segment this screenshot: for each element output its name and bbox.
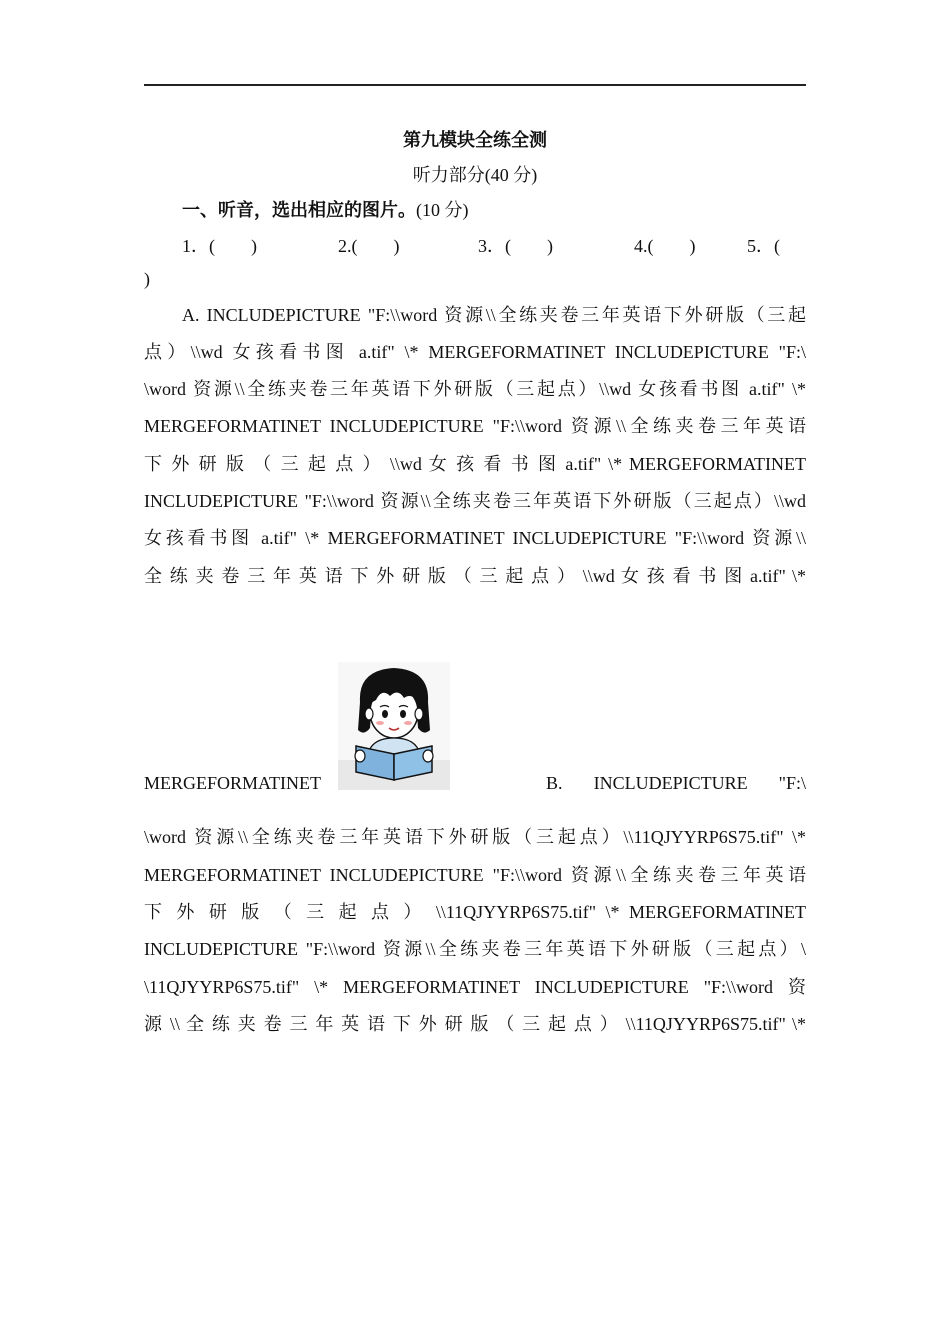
option-a-line: 全 练 夹 卷 三 年 英 语 下 外 研 版 （ 三 起 点 ） \\wd 女 孩 看 书 图 a.tif" \* <box>144 566 806 586</box>
option-a-line: 女孩看书图 a.tif" \* MERGEFORMATINET INCLUDEPICTURE "F:\\word 资源\\ <box>144 528 806 548</box>
option-b-line: \11QJYYRP6S75.tif" \* MERGEFORMATINET INCLUDEPICTURE "F:\\word 资 <box>144 977 806 997</box>
option-a-trailer: MERGEFORMATINET <box>144 773 322 793</box>
page-subtitle: 听力部分(40 分) <box>412 165 538 185</box>
option-b-first-line: B. INCLUDEPICTURE "F:\ <box>546 773 806 793</box>
page-title: 第九模块全练全测 <box>403 130 547 150</box>
answer-blank-2[interactable]: 2.( ) <box>338 236 400 256</box>
option-a-line: \word 资源\\全练夹卷三年英语下外研版（三起点）\\wd 女孩看书图 a.tif" \* <box>144 379 806 399</box>
girl-reading-picture <box>338 662 450 790</box>
section-label: 一、听音，选出相应的图片。 <box>182 200 416 220</box>
option-a-line: MERGEFORMATINET INCLUDEPICTURE "F:\\word 资源\\全练夹卷三年英语 <box>144 416 806 436</box>
option-a-line: 下 外 研 版 （ 三 起 点 ） \\wd 女 孩 看 书 图 a.tif" \* MERGEFORMATINET <box>144 454 806 474</box>
header-rule <box>144 84 806 86</box>
option-b-line: MERGEFORMATINET INCLUDEPICTURE "F:\\word 资源\\全练夹卷三年英语 <box>144 865 806 885</box>
option-b-line: 下 外 研 版 （ 三 起 点 ） \\11QJYYRP6S75.tif" \* MERGEFORMATINET <box>144 902 806 922</box>
option-a-line: INCLUDEPICTURE "F:\\word 资源\\全练夹卷三年英语下外研版（三起点）\\wd <box>144 491 806 511</box>
answer-blank-3[interactable]: 3．( ) <box>478 236 553 256</box>
option-a-line: 点）\\wd 女孩看书图 a.tif" \* MERGEFORMATINET INCLUDEPICTURE "F:\ <box>144 342 806 362</box>
option-b-line: \word 资源\\全练夹卷三年英语下外研版（三起点）\\11QJYYRP6S75.tif" \* <box>144 827 806 847</box>
answer-blank-1[interactable]: 1．( ) <box>182 236 257 256</box>
section-heading <box>182 196 469 222</box>
section-points: (10 分) <box>416 200 469 220</box>
option-b-line: 源 \\ 全 练 夹 卷 三 年 英 语 下 外 研 版 （ 三 起 点 ） \\11QJYYRP6S75.tif" \* <box>144 1014 806 1034</box>
option-b-line: INCLUDEPICTURE "F:\\word 资源\\全练夹卷三年英语下外研版（三起点）\ <box>144 939 806 959</box>
answer-blank-4[interactable]: 4.( ) <box>634 236 696 256</box>
answer-blank-5-close: ) <box>144 269 150 289</box>
option-a-line: A. INCLUDEPICTURE "F:\\word 资源\\全练夹卷三年英语下外研版（三起 <box>182 305 806 325</box>
answer-blank-5[interactable]: 5．( <box>747 236 780 256</box>
